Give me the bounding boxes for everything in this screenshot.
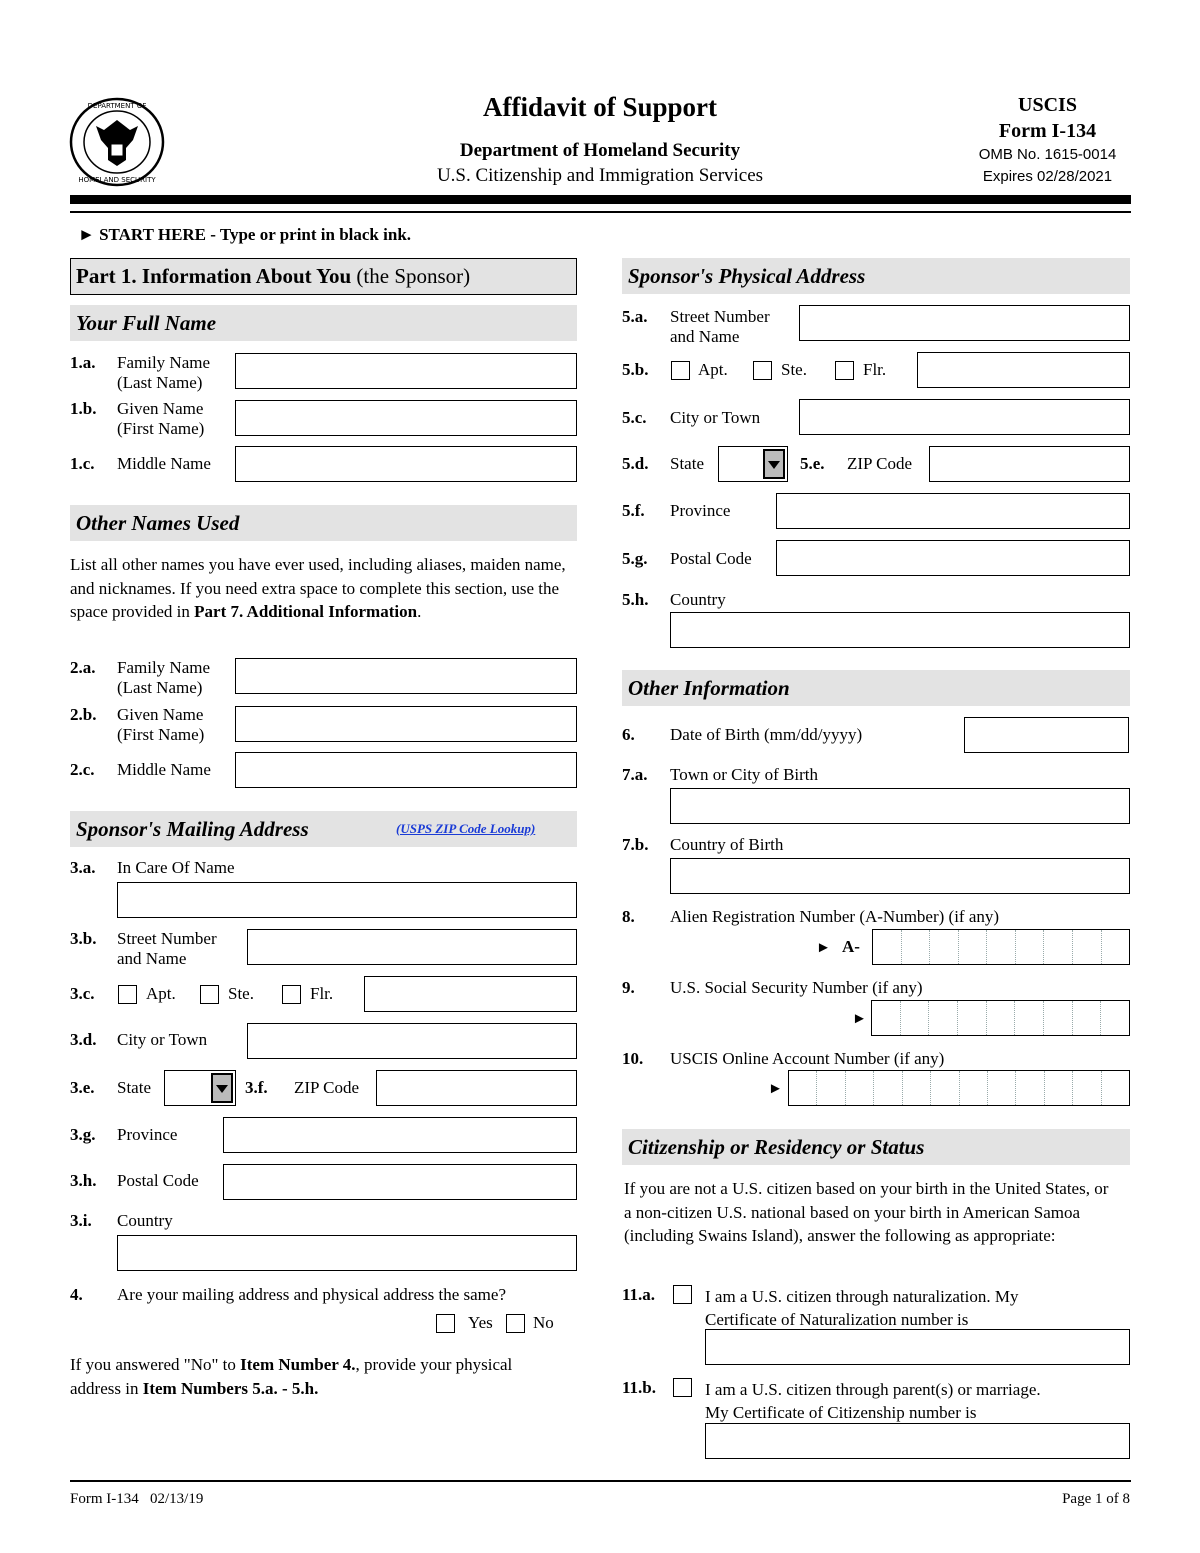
item-5a-number: 5.a. — [622, 307, 648, 326]
uscis-account-arrow-icon: ► — [768, 1081, 783, 1097]
part1-heading — [70, 258, 577, 295]
item-1a-label: Family Name (Last Name) — [117, 353, 211, 392]
item-9-number: 9. — [622, 978, 635, 997]
item-11b-number: 11.b. — [622, 1378, 657, 1397]
item-2c-label: Middle Name — [117, 760, 211, 779]
item-8-label: Alien Registration Number (A-Number) (if any) — [670, 907, 1000, 926]
mailing-flr-label: Flr. — [310, 984, 334, 1003]
footer-rule — [70, 1480, 1131, 1482]
item-3b-number: 3.b. — [70, 929, 97, 948]
mailing-apt-checkbox[interactable] — [118, 985, 137, 1004]
physical-street-field[interactable] — [799, 305, 1130, 341]
physical-country-field[interactable] — [670, 612, 1130, 648]
item-2c-number: 2.c. — [70, 760, 95, 779]
item-3a-number: 3.a. — [70, 858, 96, 877]
item-7a-number: 7.a. — [622, 765, 648, 784]
omb-number: OMB No. 1615-0014 — [978, 146, 1117, 163]
physical-state-dropdown[interactable] — [718, 446, 788, 482]
footer-page-number: Page 1 of 8 — [1062, 1491, 1130, 1507]
form-number: Form I-134 — [998, 120, 1097, 142]
physical-flr-label: Flr. — [863, 360, 887, 379]
item-2a-label: Family Name (Last Name) — [117, 658, 211, 697]
item-3a-label: In Care Of Name — [117, 858, 235, 877]
item-7b-number: 7.b. — [622, 835, 649, 854]
mailing-apt-label: Apt. — [146, 984, 176, 1003]
item-10-number: 10. — [622, 1049, 644, 1068]
usps-zip-lookup-link[interactable]: (USPS ZIP Code Lookup) — [396, 821, 536, 836]
item-6-number: 6. — [622, 725, 635, 744]
part1-number: Part 1. — [76, 264, 137, 288]
item-11a-number: 11.a. — [622, 1285, 656, 1304]
expiration-date: Expires 02/28/2021 — [982, 168, 1113, 185]
physical-apt-label: Apt. — [698, 360, 728, 379]
item-3g-label: Province — [117, 1125, 178, 1144]
mailing-postal-code-field[interactable] — [223, 1164, 577, 1200]
item-9-label: U.S. Social Security Number (if any) — [670, 978, 923, 997]
physical-postal-code-field[interactable] — [776, 540, 1130, 576]
mailing-ste-checkbox[interactable] — [200, 985, 219, 1004]
item-3i-label: Country — [117, 1211, 173, 1230]
item-5f-number: 5.f. — [622, 501, 645, 520]
item-1b-number: 1.b. — [70, 399, 97, 418]
item-4-note: If you answered "No" to Item Number 4., provide your physical address in Item Numbers 5.a. - 5.h. — [70, 1355, 513, 1398]
item-6-label: Date of Birth (mm/dd/yyyy) — [670, 725, 863, 744]
item-4-number: 4. — [70, 1285, 83, 1304]
item-5e-label: ZIP Code — [847, 454, 913, 473]
mailing-street-field[interactable] — [247, 929, 577, 965]
item-3b-label: Street Number and Name — [117, 929, 217, 968]
same-address-yes-label: Yes — [468, 1313, 493, 1332]
item-7b-label: Country of Birth — [670, 835, 784, 854]
item-1c-number: 1.c. — [70, 454, 95, 473]
mailing-unit-number-field[interactable] — [364, 976, 577, 1012]
item-3c-number: 3.c. — [70, 984, 95, 1003]
other-middle-name-field[interactable] — [235, 752, 577, 788]
item-5h-label: Country — [670, 590, 726, 609]
country-of-birth-field[interactable] — [670, 858, 1130, 894]
item-3g-number: 3.g. — [70, 1125, 96, 1144]
physical-ste-checkbox[interactable] — [753, 361, 772, 380]
part1-suffix: (the Sponsor) — [356, 264, 471, 288]
citizenship-certificate-number-field[interactable] — [705, 1423, 1130, 1459]
item-3d-number: 3.d. — [70, 1030, 97, 1049]
svg-text:HOMELAND SECURITY: HOMELAND SECURITY — [78, 176, 156, 184]
item-5g-label: Postal Code — [670, 549, 752, 568]
item-1c-label: Middle Name — [117, 454, 211, 473]
item-5a-label: Street Number and Name — [670, 307, 770, 346]
other-names-instructions: List all other names you have ever used, including aliases, maiden name, and nicknames. If you need extra space to complete this section, use the space provided in Part 7. Additional Information. — [70, 555, 566, 621]
naturalization-number-field[interactable] — [705, 1329, 1130, 1365]
agency-name: U.S. Citizenship and Immigration Services — [436, 165, 764, 186]
item-5f-label: Province — [670, 501, 731, 520]
physical-address-heading: Sponsor's Physical Address — [622, 258, 1130, 294]
mailing-province-field[interactable] — [223, 1117, 577, 1153]
other-family-name-field[interactable] — [235, 658, 577, 694]
item-5d-label: State — [670, 454, 704, 473]
footer-form-edition: Form I-134 02/13/19 — [70, 1491, 204, 1507]
item-5b-number: 5.b. — [622, 360, 649, 379]
a-number-field[interactable] — [872, 929, 1130, 965]
header-rule-thick — [70, 195, 1131, 204]
item-7a-label: Town or City of Birth — [670, 765, 819, 784]
header-rule-thin — [70, 211, 1131, 213]
item-1a-number: 1.a. — [70, 353, 96, 372]
item-5d-number: 5.d. — [622, 454, 649, 473]
physical-zip-code-field[interactable] — [929, 446, 1130, 482]
middle-name-field[interactable] — [235, 446, 577, 482]
item-5c-number: 5.c. — [622, 408, 647, 427]
mailing-address-heading: Sponsor's Mailing Address — [70, 811, 577, 847]
physical-ste-label: Ste. — [781, 360, 807, 379]
same-address-no-checkbox[interactable] — [506, 1314, 525, 1333]
item-3e-label: State — [117, 1078, 151, 1097]
item-2a-number: 2.a. — [70, 658, 96, 677]
item-3f-number: 3.f. — [245, 1078, 268, 1097]
other-information-heading: Other Information — [622, 670, 1130, 706]
same-address-no-label: No — [533, 1313, 554, 1332]
item-5h-number: 5.h. — [622, 590, 649, 609]
chevron-down-icon[interactable] — [763, 449, 785, 479]
physical-city-field[interactable] — [799, 399, 1130, 435]
mailing-state-dropdown[interactable] — [164, 1070, 236, 1106]
start-here: ► START HERE - Type or print in black ink. — [78, 225, 412, 244]
uscis-label: USCIS — [1018, 94, 1077, 116]
citizenship-instructions: If you are not a U.S. citizen based on your birth in the United States, or a non-citizen U.S. national based on your birth in American Samoa (including Swains Island), answer the following as appropriate: — [624, 1179, 1109, 1245]
item-2b-number: 2.b. — [70, 705, 97, 724]
form-title: Affidavit of Support — [482, 92, 718, 122]
date-of-birth-field[interactable] — [964, 717, 1129, 753]
citizenship-heading: Citizenship or Residency or Status — [622, 1129, 1130, 1165]
uscis-online-account-field[interactable] — [788, 1070, 1130, 1106]
item-3h-number: 3.h. — [70, 1171, 97, 1190]
mailing-flr-checkbox[interactable] — [282, 985, 301, 1004]
item-3h-label: Postal Code — [117, 1171, 199, 1190]
town-of-birth-field[interactable] — [670, 788, 1130, 824]
family-name-field[interactable] — [235, 353, 577, 389]
other-names-heading: Other Names Used — [70, 505, 577, 541]
item-10-label: USCIS Online Account Number (if any) — [670, 1049, 945, 1068]
item-11a-label: I am a U.S. citizen through naturalization. My Certificate of Naturalization number is — [705, 1287, 1019, 1329]
ssn-field[interactable] — [871, 1000, 1130, 1036]
item-3d-label: City or Town — [117, 1030, 208, 1049]
given-name-field[interactable] — [235, 400, 577, 436]
a-number-arrow-icon: ► — [816, 940, 831, 956]
department-name: Department of Homeland Security — [459, 140, 741, 161]
naturalization-checkbox[interactable] — [673, 1285, 692, 1304]
same-address-yes-checkbox[interactable] — [436, 1314, 455, 1333]
part1-title: Information About You — [141, 264, 352, 288]
item-4-question: Are your mailing address and physical address the same? — [117, 1285, 506, 1304]
item-3f-label: ZIP Code — [294, 1078, 360, 1097]
item-3e-number: 3.e. — [70, 1078, 95, 1097]
mailing-country-field[interactable] — [117, 1235, 577, 1271]
mailing-zip-code-field[interactable] — [376, 1070, 577, 1106]
physical-flr-checkbox[interactable] — [835, 361, 854, 380]
item-5g-number: 5.g. — [622, 549, 648, 568]
dhs-seal — [68, 96, 166, 188]
a-number-prefix: A- — [842, 937, 860, 956]
item-5c-label: City or Town — [670, 408, 761, 427]
item-2b-label: Given Name (First Name) — [117, 705, 205, 744]
svg-text:DEPARTMENT OF: DEPARTMENT OF — [87, 102, 147, 110]
physical-unit-number-field[interactable] — [917, 352, 1130, 388]
other-given-name-field[interactable] — [235, 706, 577, 742]
mailing-ste-label: Ste. — [228, 984, 254, 1003]
your-full-name-heading: Your Full Name — [70, 305, 577, 341]
chevron-down-icon[interactable] — [211, 1073, 233, 1103]
item-1b-label: Given Name (First Name) — [117, 399, 205, 438]
citizenship-through-parents-checkbox[interactable] — [673, 1378, 692, 1397]
ssn-arrow-icon: ► — [852, 1011, 867, 1027]
item-11b-label: I am a U.S. citizen through parent(s) or marriage. My Certificate of Citizenship number is — [705, 1380, 1041, 1422]
physical-apt-checkbox[interactable] — [671, 361, 690, 380]
item-5e-number: 5.e. — [800, 454, 825, 473]
physical-province-field[interactable] — [776, 493, 1130, 529]
in-care-of-name-field[interactable] — [117, 882, 577, 918]
mailing-city-field[interactable] — [247, 1023, 577, 1059]
item-8-number: 8. — [622, 907, 635, 926]
item-3i-number: 3.i. — [70, 1211, 92, 1230]
